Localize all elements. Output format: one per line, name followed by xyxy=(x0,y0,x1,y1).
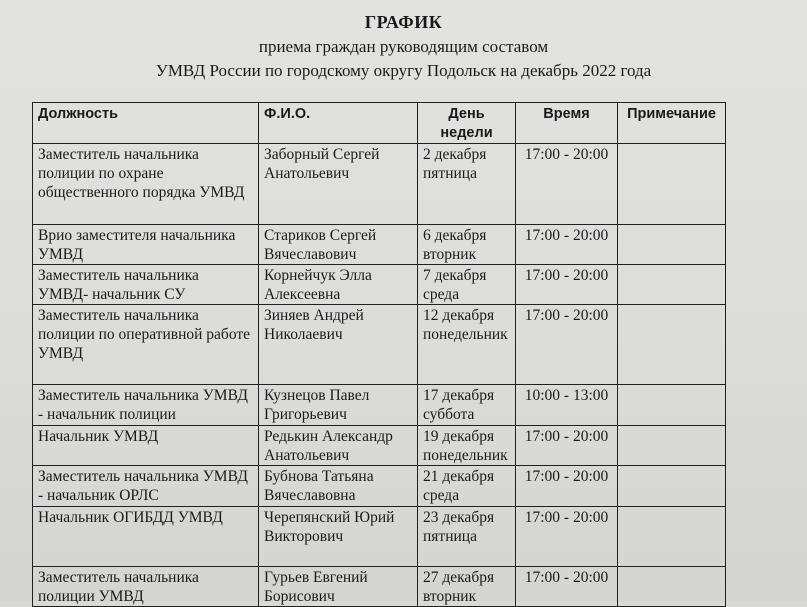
table-row xyxy=(33,385,726,426)
cell-position: Заместитель начальника УМВД - начальник полиции xyxy=(33,385,259,426)
cell-note xyxy=(618,144,726,225)
cell-note xyxy=(618,385,726,426)
cell-note xyxy=(618,265,726,305)
cell-note xyxy=(618,507,726,567)
cell-time: 17:00 - 20:00 xyxy=(516,144,618,225)
cell-name: Редькин Александр Анатольевич xyxy=(259,426,418,466)
cell-position: Начальник УМВД xyxy=(33,426,259,466)
cell-day: 12 декабря понедельник xyxy=(418,305,516,385)
column-header-note: Примечание xyxy=(618,103,726,144)
cell-note xyxy=(618,225,726,265)
document-title: ГРАФИК xyxy=(364,12,443,32)
cell-day: 17 декабря суббота xyxy=(418,385,516,426)
document-subtitle-line1: приема граждан руководящим составом xyxy=(258,37,549,56)
cell-day: 27 декабря вторник xyxy=(418,567,516,607)
table-row xyxy=(33,225,726,265)
cell-note xyxy=(618,466,726,507)
column-header-name: Ф.И.О. xyxy=(259,103,418,144)
cell-time: 17:00 - 20:00 xyxy=(516,305,618,385)
cell-time: 10:00 - 13:00 xyxy=(516,385,618,426)
table-row xyxy=(33,144,726,225)
cell-time: 17:00 - 20:00 xyxy=(516,225,618,265)
cell-position: Заместитель начальника полиции по оперативной работе УМВД xyxy=(33,305,259,385)
cell-day: 2 декабря пятница xyxy=(418,144,516,225)
cell-name: Заборный Сергей Анатольевич xyxy=(259,144,418,225)
cell-day: 7 декабря среда xyxy=(418,265,516,305)
cell-day: 6 декабря вторник xyxy=(418,225,516,265)
cell-name: Черепянский Юрий Викторович xyxy=(259,507,418,567)
column-header-position: Должность xyxy=(33,103,259,144)
table-header-row xyxy=(33,103,726,144)
cell-note xyxy=(618,426,726,466)
cell-position: Заместитель начальника полиции УМВД xyxy=(33,567,259,607)
cell-day: 21 декабря среда xyxy=(418,466,516,507)
cell-time: 17:00 - 20:00 xyxy=(516,426,618,466)
cell-note xyxy=(618,305,726,385)
column-header-time: Время xyxy=(516,103,618,144)
cell-day: 19 декабря понедельник xyxy=(418,426,516,466)
cell-time: 17:00 - 20:00 xyxy=(516,567,618,607)
table-row xyxy=(33,507,726,567)
cell-day: 23 декабря пятница xyxy=(418,507,516,567)
cell-position: Заместитель начальника УМВД - начальник ОРЛС xyxy=(33,466,259,507)
cell-time: 17:00 - 20:00 xyxy=(516,265,618,305)
cell-time: 17:00 - 20:00 xyxy=(516,466,618,507)
cell-time: 17:00 - 20:00 xyxy=(516,507,618,567)
cell-name: Зиняев Андрей Николаевич xyxy=(259,305,418,385)
cell-name: Гурьев Евгений Борисович xyxy=(259,567,418,607)
schedule-table xyxy=(32,102,726,607)
cell-position: Врио заместителя начальника УМВД xyxy=(33,225,259,265)
document-subtitle-line2: УМВД России по городскому округу Подольск на декабрь 2022 года xyxy=(155,61,652,80)
cell-position: Заместитель начальника УМВД- начальник СУ xyxy=(33,265,259,305)
cell-position: Начальник ОГИБДД УМВД xyxy=(33,507,259,567)
cell-name: Корнейчук Элла Алексеевна xyxy=(259,265,418,305)
cell-name: Стариков Сергей Вячеславович xyxy=(259,225,418,265)
cell-name: Бубнова Татьяна Вячеславовна xyxy=(259,466,418,507)
table-row xyxy=(33,265,726,305)
table-row xyxy=(33,426,726,466)
cell-name: Кузнецов Павел Григорьевич xyxy=(259,385,418,426)
cell-position: Заместитель начальника полиции по охране общественного порядка УМВД xyxy=(33,144,259,225)
table-row xyxy=(33,466,726,507)
column-header-day: День недели xyxy=(418,103,516,144)
table-row xyxy=(33,305,726,385)
